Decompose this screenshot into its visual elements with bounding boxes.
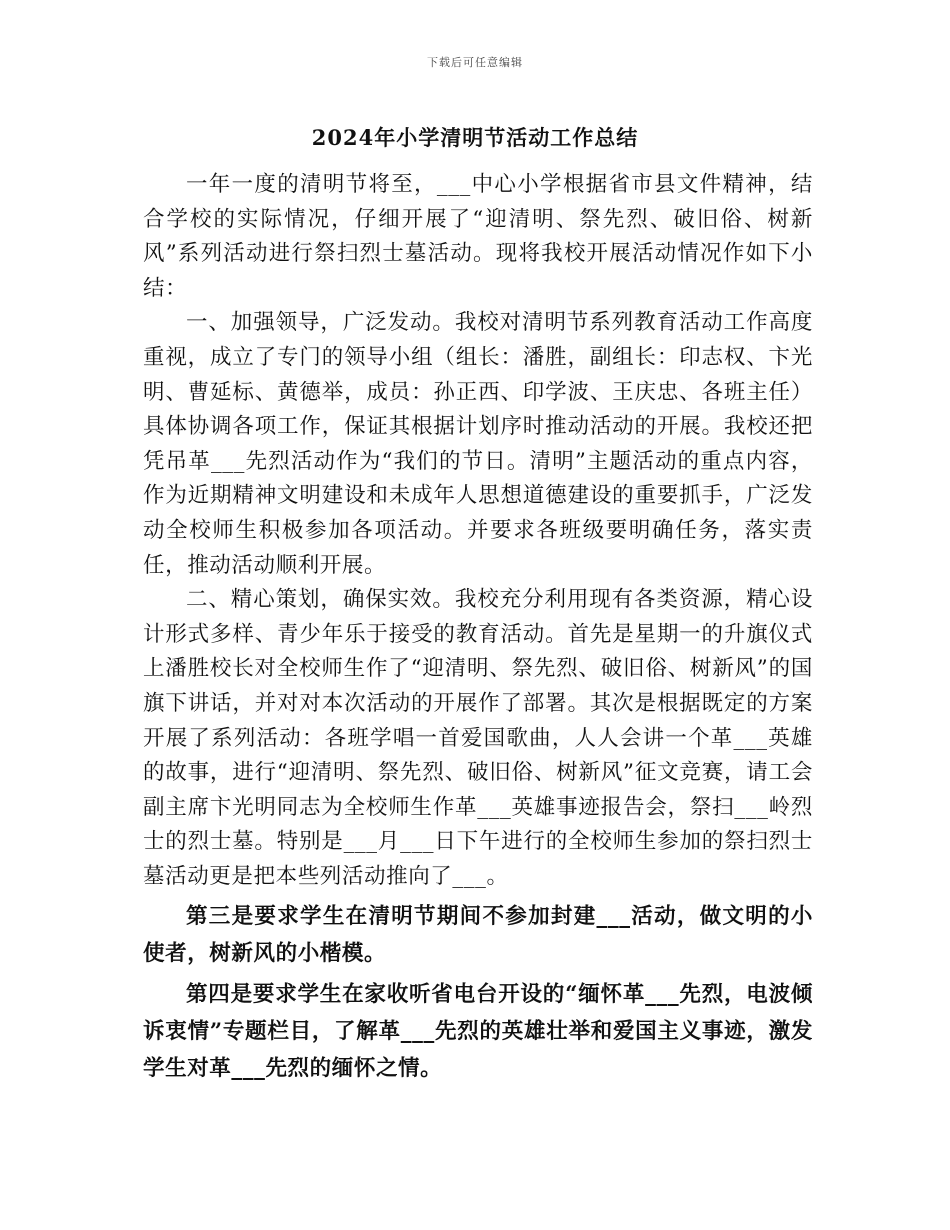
document-body bbox=[143, 168, 813, 1087]
document-title: 2024年小学清明节活动工作总结 bbox=[311, 125, 639, 150]
paragraph-section-2: 二、精心策划，确保实效。我校充分利用现有各类资源，精心设计形式多样、青少年乐于接受的教育活动。首先是星期一的升旗仪式上潘胜校长对全校师生作了“迎清明、祭先烈、破旧俗、树新风”的国旗下讲话，并对对本次活动的开展作了部署。其次是根据既定的方案开展了系列活动：各班学唱一首爱国歌曲，人人会讲一个革___英雄的故事，进行“迎清明、祭先烈、破旧俗、树新风”征文竞赛，请工会副主席卞光明同志为全校师生作革___英雄事迹报告会，祭扫___岭烈士的烈士墓。特别是___月___日下午进行的全校师生参加的祭扫烈士墓活动更是把本些列活动推向了___。 bbox=[143, 587, 813, 889]
paragraph-fourth: 第四是要求学生在家收听省电台开设的“缅怀革___先烈，电波倾诉衷情”专题栏目，了解革___先烈的英雄壮举和爱国主义事迹，激发学生对革___先烈的缅怀之情。 bbox=[143, 982, 813, 1082]
paragraph-intro: 一年一度的清明节将至，___中心小学根据省市县文件精神，结合学校的实际情况，仔细开展了“迎清明、祭先烈、破旧俗、树新风”系列活动进行祭扫烈士墓活动。现将我校开展活动情况作如下小结： bbox=[143, 172, 813, 301]
paragraph-section-1: 一、加强领导，广泛发动。我校对清明节系列教育活动工作高度重视，成立了专门的领导小组（组长：潘胜，副组长：印志权、卞光明、曹延标、黄德举，成员：孙正西、印学波、王庆忠、各班主任）具体协调各项工作，保证其根据计划序时推动活动的开展。我校还把凭吊革___先烈活动作为“我们的节日。清明”主题活动的重点内容，作为近期精神文明建设和未成年人思想道德建设的重要抓手，广泛发动全校师生积极参加各项活动。并要求各班级要明确任务，落实责任，推动活动顺利开展。 bbox=[143, 310, 813, 578]
header-note: 下载后可任意编辑 bbox=[427, 56, 523, 69]
paragraph-third: 第三是要求学生在清明节期间不参加封建___活动，做文明的小使者，树新风的小楷模。 bbox=[143, 904, 813, 967]
